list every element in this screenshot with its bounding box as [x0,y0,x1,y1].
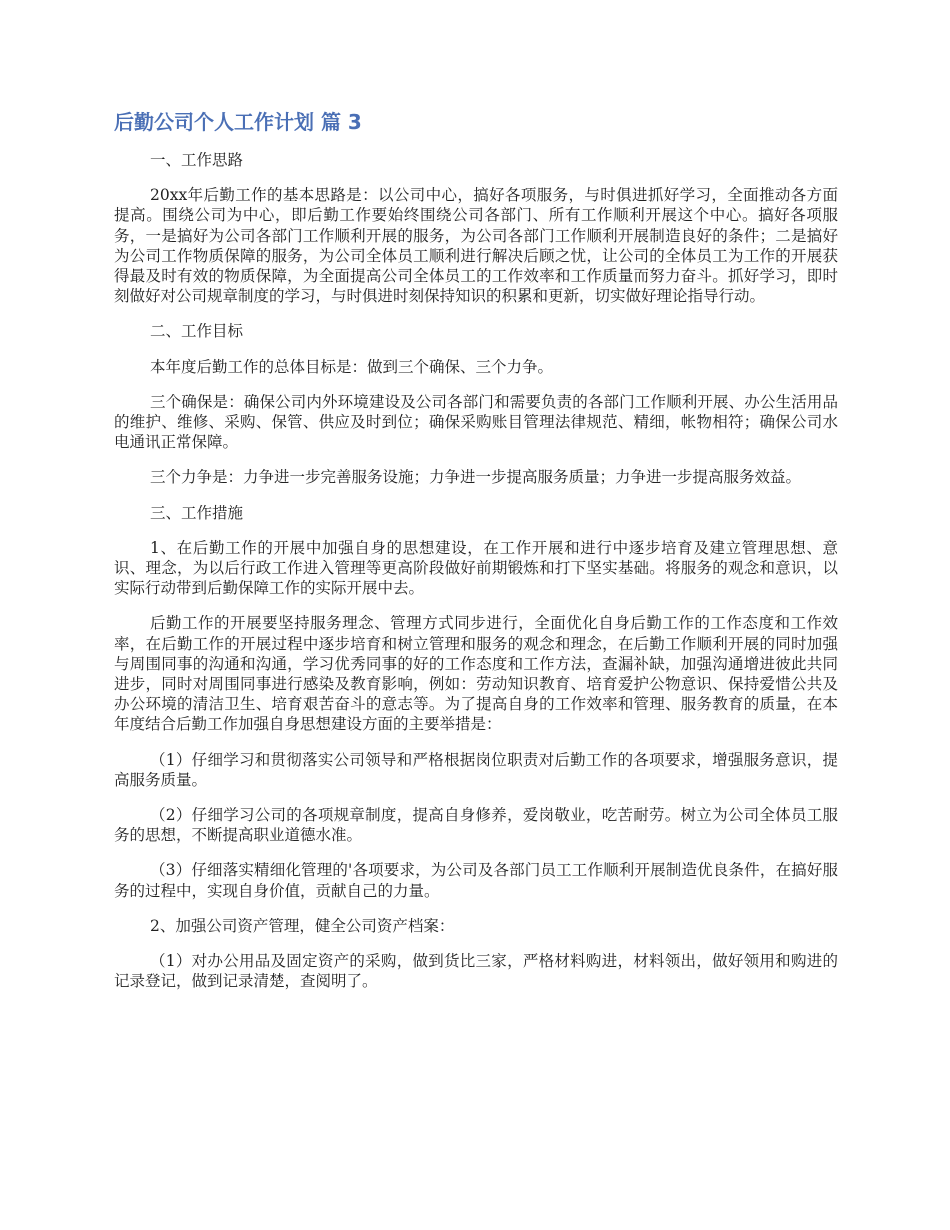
paragraph-overall-goal: 本年度后勤工作的总体目标是：做到三个确保、三个力争。 [150,357,554,376]
list-item-asset-1: （1）对办公用品及固定资产的采购，做到货比三家，严格材料购进，材料领出，做好领用和购进的记录登记，做到记录清楚，查阅明了。 [114,952,838,991]
section-heading-work-ideas: 一、工作思路 [150,151,244,169]
paragraph-three-strives: 三个力争是：力争进一步完善服务设施；力争进一步提高服务质量；力争进一步提高服务效益。 [150,468,802,487]
list-item-3: （3）仔细落实精细化管理的'各项要求，为公司及各部门员工工作顺利开展制造优良条件，在搞好服务的过程中，实现自身价值，贡献自己的力量。 [114,861,838,900]
list-item-2: （2）仔细学习公司的各项规章制度，提高自身修养，爱岗敬业，吃苦耐劳。树立为公司全体员工服务的思想，不断提高职业道德水准。 [114,806,838,845]
paragraph-service-philosophy: 后勤工作的开展要坚持服务理念、管理方式同步进行，全面优化自身后勤工作的工作态度和工作效率，在后勤工作的开展过程中逐步培育和树立管理和服务的观念和理念，在后勤工作顺利开展的同时加强与周围同事的沟通和沟通，学习优秀同事的好的工作态度和工作方法，查漏补缺，加强沟通增进彼此共同进步，同时对周围同事进行感染及教育影响，例如：劳动知识教育、培育爱护公物意识、保持爱惜公共及办公环境的清洁卫生、培育艰苦奋斗的意志等。为了提高自身的工作效率和管理、服务教育的质量，在本年度结合后勤工作加强自身思想建设方面的主要举措是： [114,614,838,734]
paragraph-measure-2: 2、加强公司资产管理，健全公司资产档案： [150,916,455,935]
section-heading-work-measures: 三、工作措施 [150,503,244,522]
paragraph-three-ensures: 三个确保是：确保公司内外环境建设及公司各部门和需要负责的各部门工作顺利开展、办公生活用品的维护、维修、采购、保管、供应及时到位；确保采购账目管理法律规范、精细，帐物相符；确保公司水电通讯正常保障。 [114,392,838,452]
document-page [114,108,838,1007]
paragraph-basic-ideas: 20xx年后勤工作的基本思路是：以公司中心，搞好各项服务，与时俱进抓好学习，全面推动各方面提高。围绕公司为中心，即后勤工作要始终围绕公司各部门、所有工作顺利开展这个中心。搞好各项服务，一是搞好为公司各部门工作顺利开展的服务，为公司各部门工作顺利开展制造良好的条件；二是搞好为公司工作物质保障的服务，为公司全体员工顺利进行解决后顾之忧，让公司的全体员工为工作的开展获得最及时有效的物质保障，为全面提高公司全体员工的工作效率和工作质量而努力奋斗。抓好学习，即时刻做好对公司规章制度的学习，与时俱进时刻保持知识的积累和更新，切实做好理论指导行动。 [114,186,838,306]
list-item-1: （1）仔细学习和贯彻落实公司领导和严格根据岗位职责对后勤工作的各项要求，增强服务意识，提高服务质量。 [114,750,838,789]
section-heading-work-goals: 二、工作目标 [150,322,244,341]
paragraph-measure-1: 1、在后勤工作的开展中加强自身的思想建设，在工作开展和进行中逐步培育及建立管理思想、意识、理念，为以后行政工作进入管理等更高阶段做好前期锻炼和打下坚实基础。将服务的观念和意识，以实际行动带到后勤保障工作的实际开展中去。 [114,538,838,598]
document-title: 后勤公司个人工作计划 篇 3 [114,110,362,134]
